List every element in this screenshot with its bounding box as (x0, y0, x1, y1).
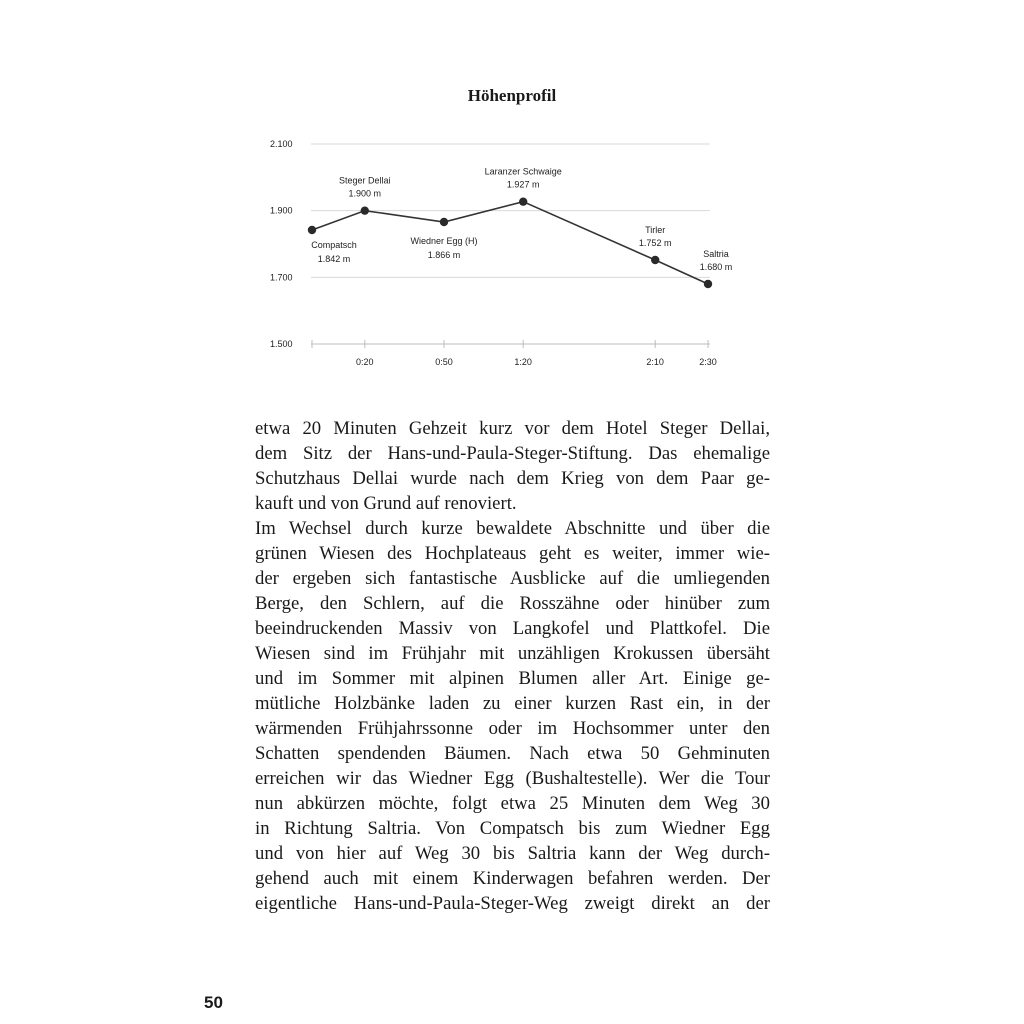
point-name-label: Wiedner Egg (H) (410, 236, 478, 246)
text-line: erreichen wir das Wiedner Egg (Bushaltestelle). Wer die Tour (255, 768, 770, 789)
point-value-label: 1.900 m (348, 188, 382, 199)
text-line: grünen Wiesen des Hochplateaus geht es weiter, immer wie- (255, 543, 770, 564)
text-line: eigentliche Hans-und-Paula-Steger-Weg zweigt direkt an der (255, 893, 770, 914)
point-value-label: 1.842 m (317, 254, 351, 264)
text-line: und im Sommer mit alpinen Blumen aller Art. Einige ge- (255, 668, 770, 689)
text-line: und von hier auf Weg 30 bis Saltria kann der Weg durch- (255, 843, 770, 864)
data-point (519, 197, 527, 205)
point-value-label: 1.866 m (427, 250, 461, 260)
text-line: nun abkürzen möchte, folgt etwa 25 Minuten dem Weg 30 (255, 793, 770, 814)
elevation-profile-chart (255, 128, 760, 378)
data-point (651, 256, 659, 264)
text-line: Schatten spendenden Bäumen. Nach etwa 50 Gehminuten (255, 743, 770, 764)
text-line: Schutzhaus Dellai wurde nach dem Krieg von dem Paar ge- (255, 468, 770, 489)
point-name-label: Compatsch (311, 240, 357, 250)
data-point (361, 206, 369, 214)
body-text (255, 416, 770, 916)
point-value-label: 1.752 m (638, 238, 672, 248)
point-name-label: Tirler (645, 225, 666, 235)
y-tick-label: 1.500 (270, 339, 293, 349)
y-tick-label: 1.900 (270, 205, 293, 216)
text-line: in Richtung Saltria. Von Compatsch bis zum Wiedner Egg (255, 818, 770, 839)
text-line: Wiesen sind im Frühjahr mit unzähligen Krokussen übersäht (255, 643, 770, 664)
chart-title: Höhenprofil (467, 86, 557, 105)
data-point (308, 226, 316, 234)
point-name-label: Steger Dellai (339, 175, 391, 186)
x-tick-label: 0:50 (435, 357, 453, 367)
text-line: dem Sitz der Hans-und-Paula-Steger-Stiftung. Das ehemalige (255, 443, 770, 464)
point-value-label: 1.680 m (699, 262, 733, 272)
x-tick-label: 0:20 (356, 357, 374, 367)
data-point (440, 218, 448, 226)
point-value-label: 1.927 m (506, 179, 540, 190)
text-line: etwa 20 Minuten Gehzeit kurz vor dem Hotel Steger Dellai, (255, 418, 770, 439)
y-tick-label: 2.100 (270, 139, 293, 149)
text-line: beeindruckenden Massiv von Langkofel und Plattkofel. Die (255, 618, 770, 639)
text-line: der ergeben sich fantastische Ausblicke auf die umliegenden (255, 568, 770, 589)
x-tick-label: 2:10 (646, 357, 664, 367)
text-line: gehend auch mit einem Kinderwagen befahren werden. Der (255, 868, 770, 889)
text-line: wärmenden Frühjahrssonne oder im Hochsommer unter den (255, 718, 770, 739)
data-point (704, 280, 712, 288)
page-number: 50 (204, 993, 223, 1012)
point-name-label: Saltria (703, 249, 729, 259)
text-line: mütliche Holzbänke laden zu einer kurzen Rast ein, in der (255, 693, 770, 714)
point-name-label: Laranzer Schwaige (484, 166, 562, 177)
text-line: Berge, den Schlern, auf die Rosszähne oder hinüber zum (255, 593, 770, 614)
x-tick-label: 1:20 (514, 357, 532, 367)
y-tick-label: 1.700 (270, 272, 293, 283)
x-tick-label: 2:30 (699, 357, 717, 367)
text-line: kauft und von Grund auf renoviert. (255, 493, 517, 514)
text-line: Im Wechsel durch kurze bewaldete Abschnitte und über die (255, 518, 770, 539)
